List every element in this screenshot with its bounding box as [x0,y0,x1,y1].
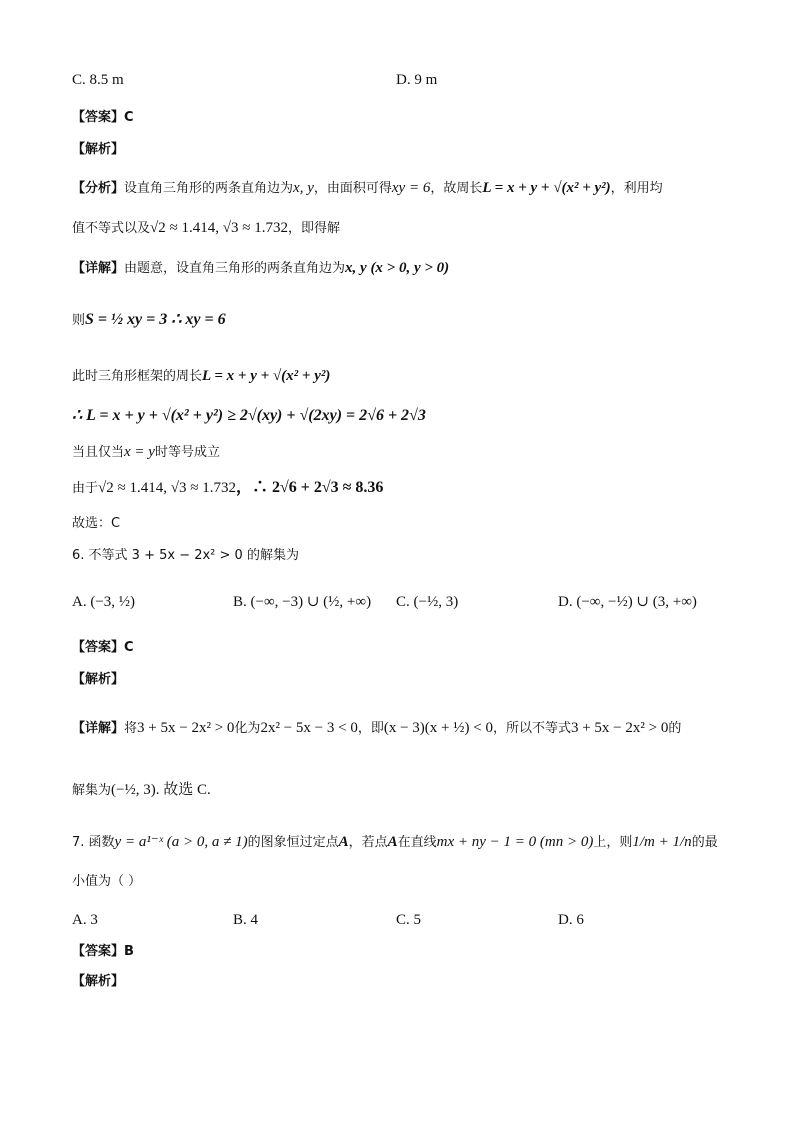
q6-option-a: A. (−3, ½) [72,594,136,610]
q7-text: 在直线 [397,835,437,850]
xj-text: 化为 [234,721,261,736]
q5-fenxi-line2 [72,218,340,239]
q7-point: A [387,834,398,850]
fenxi-perimeter: L = x + y + √(x² + y²) [482,180,611,196]
fenxi-area: xy = 6 [391,180,431,196]
q6-analysis-heading: 【解析】 [72,672,125,687]
fenxi-text: ，故周长 [430,181,483,196]
xj-text: 此时三角形框架的周长 [72,369,203,384]
q5-answer: 【答案】C [72,110,134,125]
q7-option-b: B. 4 [233,912,259,928]
xj-text: ，即 [357,721,384,736]
xj-math: 2x² − 5x − 3 < 0 [260,720,358,736]
xj-text: . 故选 C. [155,782,211,798]
q7-stem-line2: 小值为（ ） [72,874,142,889]
q7-option-c: C. 5 [396,912,422,928]
q7-text: ，若点 [348,835,388,850]
q7-text: 的最 [691,835,718,850]
q7-text: 上，则 [593,835,633,850]
q6-option-b: B. (−∞, −3) ∪ (½, +∞) [233,594,372,610]
fenxi-vars: x, y [293,180,314,196]
q7-option-a: A. 3 [72,912,98,928]
q7-answer: 【答案】B [72,944,134,959]
xj-math: √2 ≈ 1.414, √3 ≈ 1.732 [98,480,236,496]
xj-math: S = ½ xy = 3 ∴ xy = 6 [85,311,226,328]
xj-math: ∴ L = x + y + √(x² + y²) ≥ 2√(xy) + √(2xy) = 2√6 + 2√3 [72,407,426,424]
fenxi-tag: 【分析】 [72,181,125,196]
q6-stem: 6. 不等式 3 + 5x − 2x² > 0 的解集为 [72,548,299,563]
q5-xiangjie-line1 [72,258,449,279]
q6-option-c: C. (−½, 3) [396,594,459,610]
q6-xiangjie-line1 [72,718,681,739]
q5-option-c: C. 8.5 m [72,72,124,88]
q7-point: A [338,834,349,850]
xj-text: 由于 [72,481,99,496]
q7-stem-line1 [72,832,718,853]
q5-choose: 故选：C [72,516,121,531]
q7-math: y = a¹⁻ˣ (a > 0, a ≠ 1) [114,834,248,850]
fenxi-approx: √2 ≈ 1.414, √3 ≈ 1.732 [150,220,288,236]
xiangjie-tag: 【详解】 [72,721,125,736]
xj-math: L = x + y + √(x² + y²) [202,368,331,384]
q7-math: 1/m + 1/n [632,834,692,850]
xj-math: x, y (x > 0, y > 0) [345,260,450,276]
q7-math: mx + ny − 1 = 0 (mn > 0) [436,834,594,850]
q5-fenxi-line1 [72,178,663,199]
fenxi-text: ，即得解 [287,221,340,236]
fenxi-text: 设直角三角形的两条直角边为 [124,181,294,196]
q5-xiangjie-line3 [72,366,330,387]
fenxi-text: ，由面积可得 [313,181,392,196]
xj-text: 当且仅当 [72,445,125,460]
xj-math: (x − 3)(x + ½) < 0 [383,720,493,736]
xj-text: 的 [668,721,682,736]
xj-text: 解集为 [72,783,112,798]
q6-answer: 【答案】C [72,640,134,655]
q7-text: 的图象恒过定点 [247,835,339,850]
fenxi-text: 值不等式以及 [72,221,151,236]
xj-math: x = y [124,444,155,460]
xiangjie-tag: 【详解】 [72,261,125,276]
xj-math: (−½, 3) [111,782,156,798]
q6-xiangjie-line2 [72,780,211,801]
xj-text: 则 [72,313,86,328]
xj-math: ，∴ 2√6 + 2√3 ≈ 8.36 [235,479,384,496]
q7-analysis-heading: 【解析】 [72,974,125,989]
xj-text: ，所以不等式 [492,721,571,736]
q5-xiangjie-line5 [72,442,220,463]
q5-analysis-heading: 【解析】 [72,142,125,157]
fenxi-text: ，利用均 [610,181,663,196]
xj-text: 由题意，设直角三角形的两条直角边为 [124,261,346,276]
q5-xiangjie-line2 [72,310,226,331]
xj-text: 将 [124,721,138,736]
q7-option-d: D. 6 [558,912,584,928]
q5-xiangjie-line4 [72,406,426,426]
q5-option-d: D. 9 m [396,72,438,88]
q6-option-d: D. (−∞, −½) ∪ (3, +∞) [558,594,697,610]
xj-text: 时等号成立 [154,445,220,460]
xj-math: 3 + 5x − 2x² > 0 [570,720,669,736]
q5-xiangjie-line6 [72,478,383,499]
q7-text: 7. 函数 [72,835,115,850]
xj-math: 3 + 5x − 2x² > 0 [137,720,235,736]
